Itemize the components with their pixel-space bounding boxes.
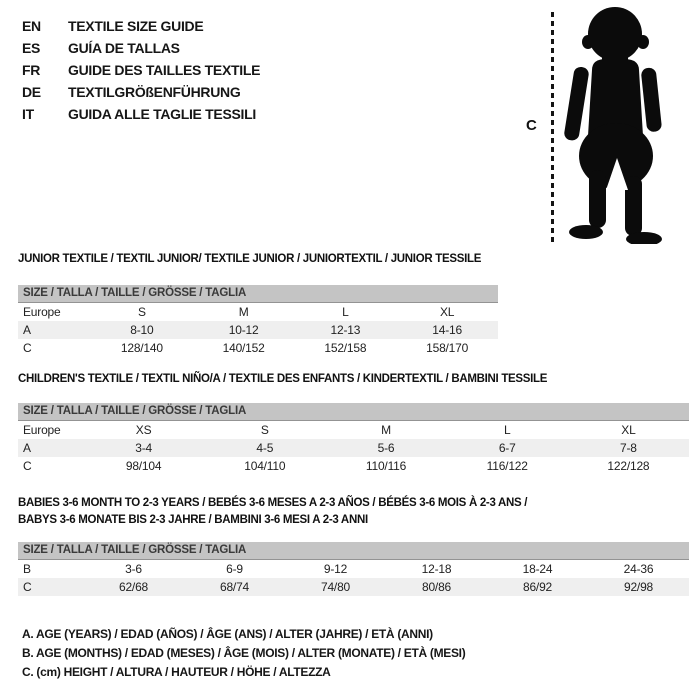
- table-cell: 74/80: [320, 580, 351, 594]
- language-item: [22, 59, 260, 81]
- table-cell: 140/152: [222, 341, 265, 355]
- table-row: [18, 457, 689, 475]
- table-cell: L: [342, 305, 349, 319]
- table-cell: 80/86: [421, 580, 452, 594]
- table-cell: 116/122: [486, 459, 528, 473]
- table-cell: 122/128: [607, 459, 650, 473]
- language-item: [22, 103, 260, 125]
- table-cell: XS: [135, 423, 152, 437]
- language-item: [22, 15, 260, 37]
- table-cell: 86/92: [522, 580, 553, 594]
- table-title: [18, 371, 689, 388]
- table-title: [18, 495, 689, 529]
- table-cell: 5-6: [377, 441, 395, 455]
- table-cell: 128/140: [120, 341, 163, 355]
- table-title-line: CHILDREN'S TEXTILE / TEXTIL NIÑO/A / TEXTILE DES ENFANTS / KINDERTEXTIL / BAMBINI TESSILE: [18, 373, 548, 385]
- table-cell: 12-18: [421, 562, 452, 576]
- footnote-legend: [22, 625, 465, 682]
- table-body: [18, 560, 689, 596]
- table-row: [18, 560, 689, 578]
- table-cell: 24-36: [623, 562, 654, 576]
- row-label: C: [23, 459, 32, 473]
- table-cell: 104/110: [244, 459, 286, 473]
- table-cell: M: [381, 423, 391, 437]
- row-label: C: [23, 580, 32, 594]
- table-cell: 9-12: [323, 562, 348, 576]
- table-cell: 98/104: [125, 459, 162, 473]
- table-cell: 12-13: [330, 323, 361, 337]
- table-cell: 152/158: [324, 341, 367, 355]
- table-body: [18, 421, 689, 475]
- table-cell: 68/74: [219, 580, 250, 594]
- table-cell: 8-10: [130, 323, 154, 337]
- table-cell: XL: [621, 423, 636, 437]
- footnote-line: B. AGE (MONTHS) / EDAD (MESES) / ÂGE (MOIS) / ALTER (MONATE) / ETÀ (MESI): [22, 646, 466, 660]
- row-label: A: [23, 323, 31, 337]
- language-item: [22, 37, 260, 59]
- language-title: GUIDE DES TAILLES TEXTILE: [68, 62, 261, 78]
- table-cell: 6-7: [498, 441, 516, 455]
- language-list: [22, 15, 260, 125]
- table-title: [18, 251, 498, 268]
- table-cell: 10-12: [228, 323, 259, 337]
- language-code: FR: [22, 62, 41, 78]
- childrens-textile-section: [18, 371, 689, 475]
- row-label: C: [23, 341, 32, 355]
- table-cell: 7-8: [620, 441, 637, 455]
- language-item: [22, 81, 260, 103]
- footnote-line: C. (cm) HEIGHT / ALTURA / HAUTEUR / HÖHE / ALTEZZA: [22, 665, 331, 679]
- language-title: TEXTILGRÖßENFÜHRUNG: [68, 84, 241, 100]
- table-cell: 62/68: [118, 580, 149, 594]
- table-row: [18, 578, 689, 596]
- language-title: GUIDA ALLE TAGLIE TESSILI: [68, 106, 256, 122]
- language-code: DE: [22, 84, 41, 100]
- table-size-band: SIZE / TALLA / TAILLE / GRÖSSE / TAGLIA: [18, 542, 689, 560]
- table-cell: 18-24: [522, 562, 553, 576]
- language-code: ES: [22, 40, 41, 56]
- table-cell: 92/98: [623, 580, 654, 594]
- toddler-silhouette-icon: [562, 4, 698, 244]
- language-title: GUÍA DE TALLAS: [68, 40, 180, 56]
- table-row: [18, 339, 498, 357]
- table-row: [18, 303, 498, 321]
- language-code: IT: [22, 106, 34, 122]
- table-cell: M: [238, 305, 249, 319]
- table-cell: S: [260, 423, 269, 437]
- table-cell: 3-6: [125, 562, 142, 576]
- table-cell: XL: [439, 305, 455, 319]
- row-label: Europe: [23, 423, 61, 437]
- table-body: [18, 303, 498, 357]
- language-code: EN: [22, 18, 41, 34]
- height-measure-label: C: [526, 117, 537, 134]
- row-label: A: [23, 441, 31, 455]
- table-cell: 4-5: [256, 441, 274, 455]
- table-cell: 3-4: [135, 441, 152, 455]
- table-cell: S: [137, 305, 146, 319]
- table-title-line: BABYS 3-6 MONATE BIS 2-3 JAHRE / BAMBINI 3-6 MESI A 2-3 ANNI: [18, 514, 368, 526]
- junior-textile-section: [18, 251, 498, 357]
- language-title: TEXTILE SIZE GUIDE: [68, 18, 204, 34]
- table-cell: 14-16: [432, 323, 462, 337]
- table-row: [18, 321, 498, 339]
- table-cell: L: [503, 423, 511, 437]
- table-title-line: JUNIOR TEXTILE / TEXTIL JUNIOR/ TEXTILE JUNIOR / JUNIORTEXTIL / JUNIOR TESSILE: [18, 253, 482, 265]
- babies-textile-section: [18, 495, 689, 596]
- table-row: [18, 421, 689, 439]
- height-measure-dashed-line: [551, 12, 554, 245]
- table-cell: 110/116: [365, 459, 407, 473]
- table-row: [18, 439, 689, 457]
- footnote-line: A. AGE (YEARS) / EDAD (AÑOS) / ÂGE (ANS) / ALTER (JAHRE) / ETÀ (ANNI): [22, 627, 433, 641]
- table-size-band: SIZE / TALLA / TAILLE / GRÖSSE / TAGLIA: [18, 285, 498, 303]
- table-size-band: SIZE / TALLA / TAILLE / GRÖSSE / TAGLIA: [18, 403, 689, 421]
- table-cell: 6-9: [226, 562, 243, 576]
- table-cell: 158/170: [426, 341, 469, 355]
- row-label: Europe: [23, 305, 61, 319]
- row-label: B: [23, 562, 31, 576]
- table-title-line: BABIES 3-6 MONTH TO 2-3 YEARS / BEBÉS 3-6 MESES A 2-3 AÑOS / BÉBÉS 3-6 MOIS À 2-3 ANS /: [18, 497, 528, 509]
